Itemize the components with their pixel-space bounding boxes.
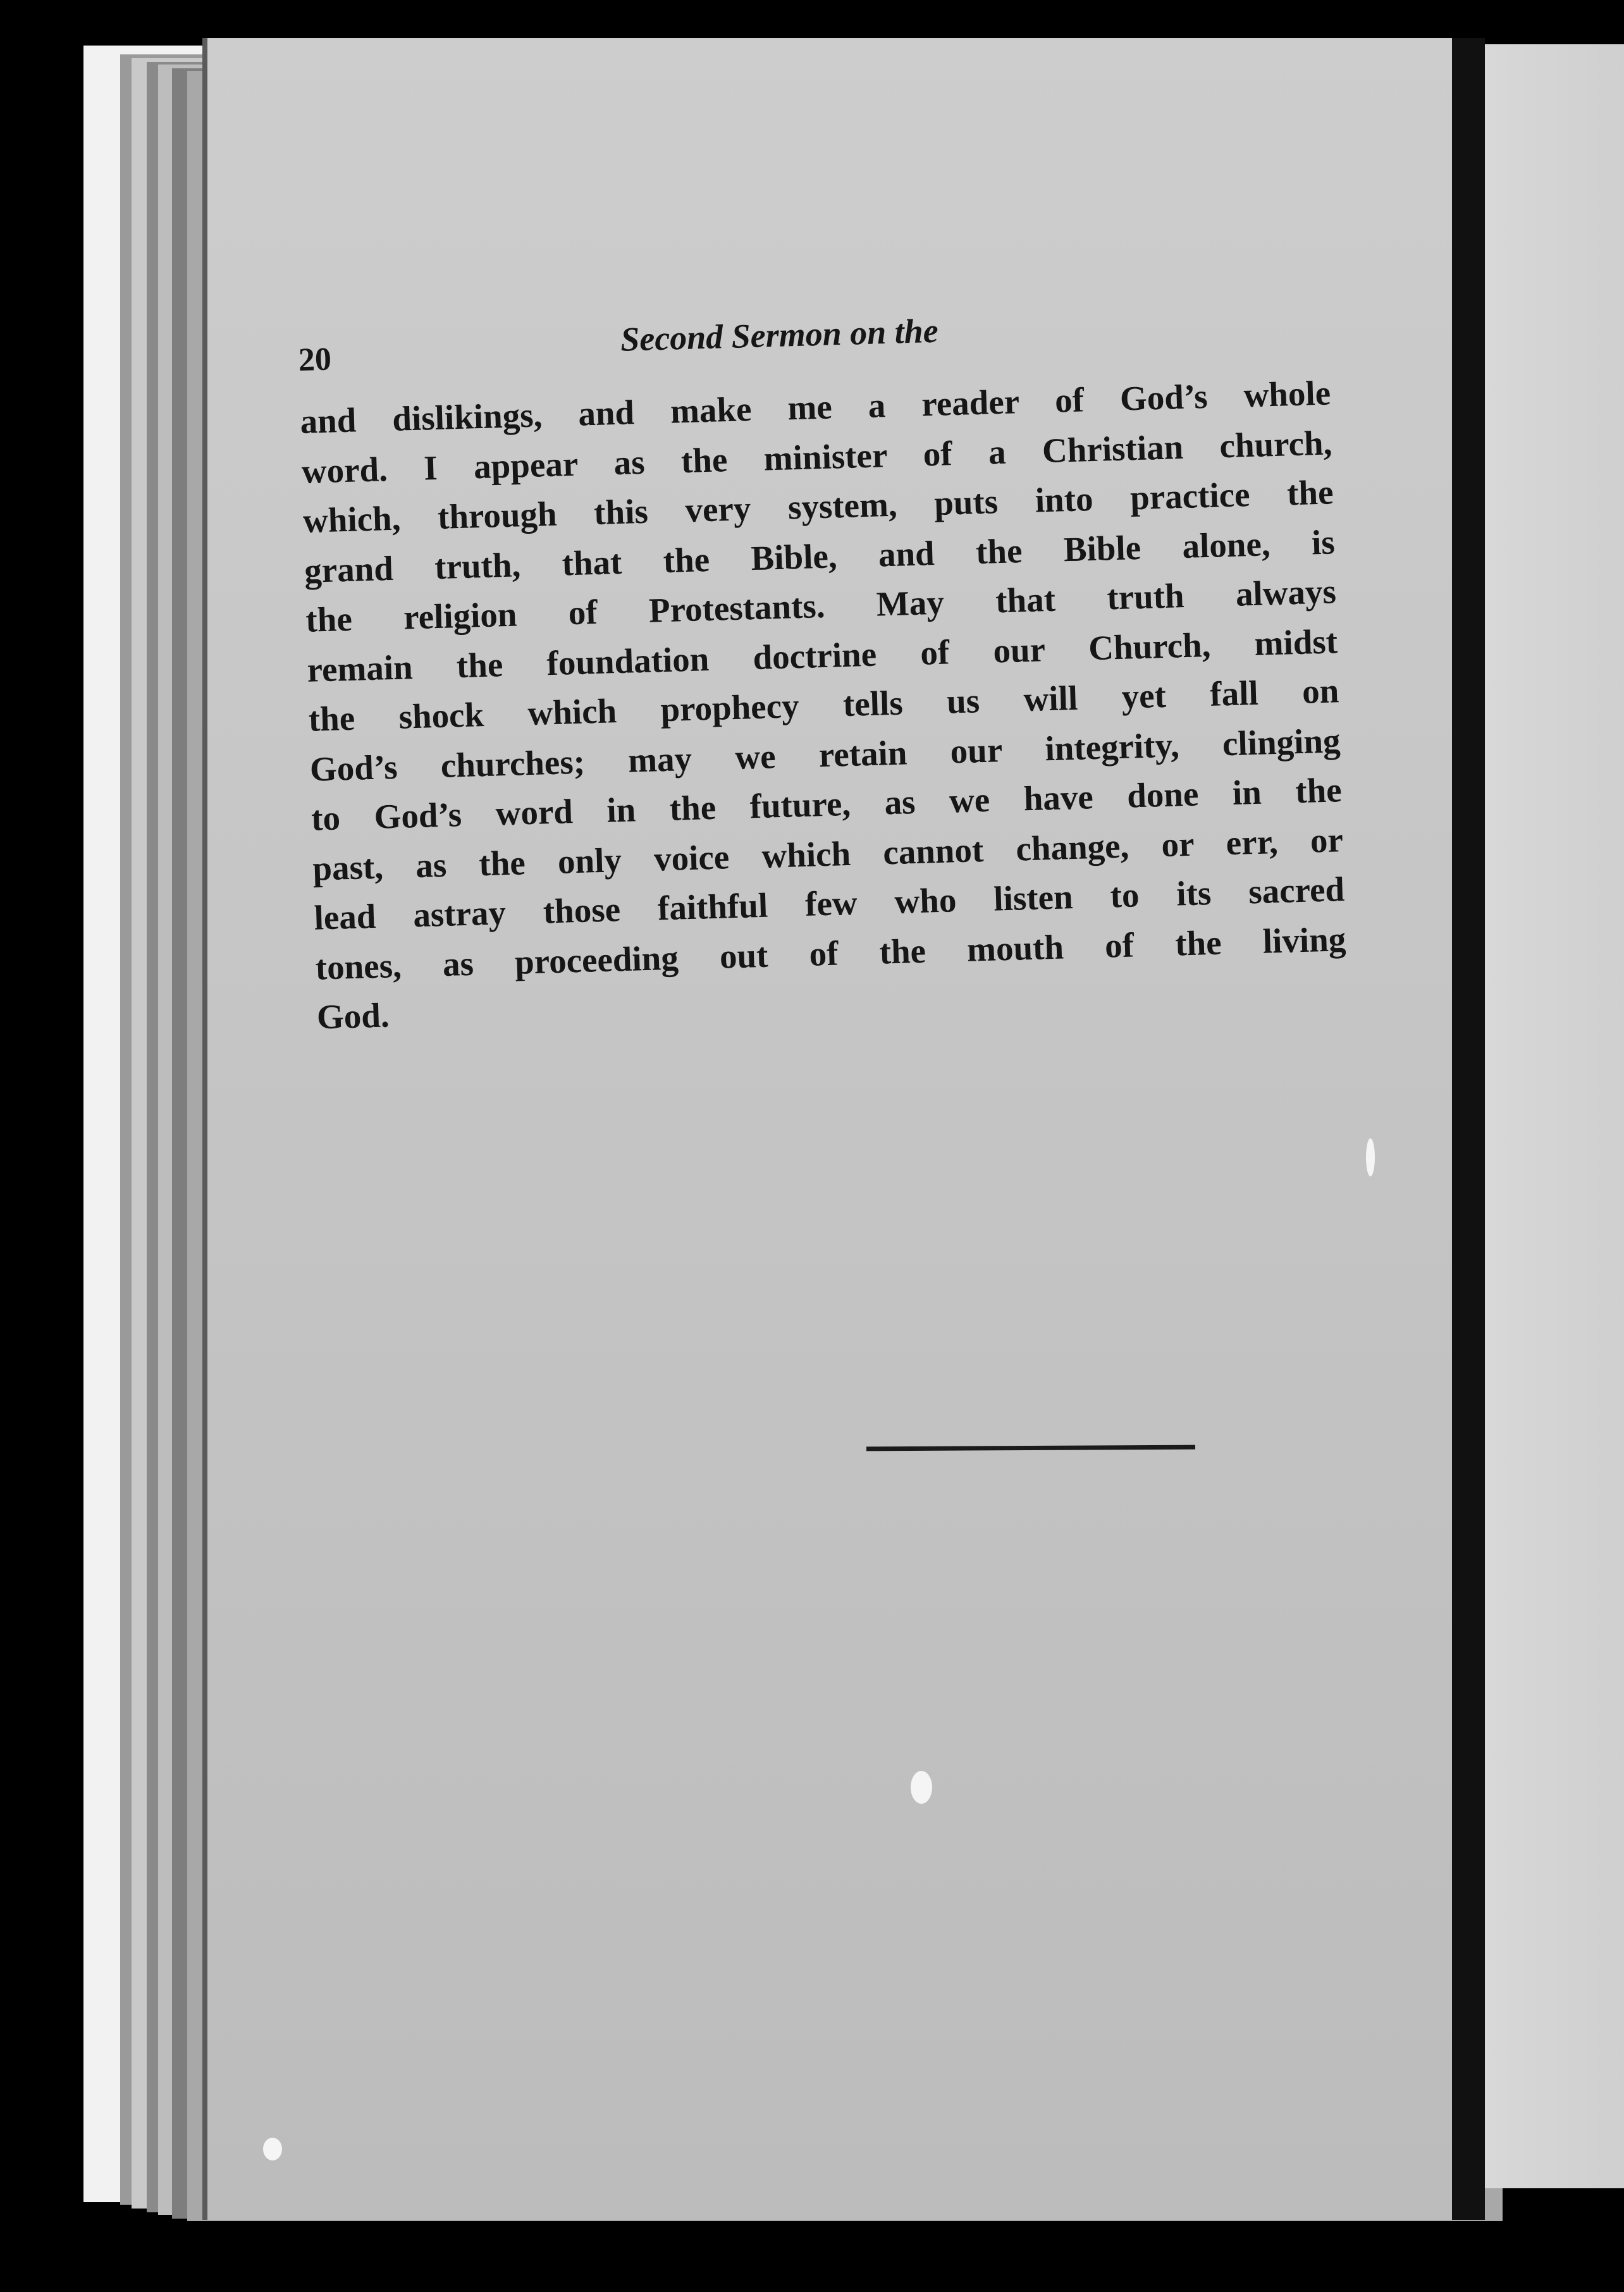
- text-line: which, through this very system, puts into practice the: [302, 472, 1334, 540]
- text-line: grand truth, that the Bible, and the Bible alone, is: [304, 522, 1336, 590]
- speck: [911, 1771, 932, 1804]
- text-line: past, as the only voice which cannot change, or err, or: [312, 820, 1344, 888]
- text-line: God’s churches; may we retain our integrity, clinging: [309, 720, 1341, 789]
- book-page: [202, 38, 1455, 2220]
- page-content: [297, 287, 1348, 1042]
- section-divider-rule: [866, 1445, 1195, 1451]
- text-line: lead astray those faithful few who listen to its sacred: [313, 870, 1345, 937]
- text-line: tones, as proceeding out of the mouth of the living: [314, 919, 1346, 987]
- page-number: 20: [298, 341, 332, 378]
- text-line: to God’s word in the future, as we have done in the: [311, 770, 1343, 838]
- facing-page: [1485, 44, 1624, 2188]
- book-gutter: [1452, 38, 1485, 2220]
- speck: [1366, 1138, 1375, 1176]
- text-line: and dislikings, and make me a reader of God’s whole: [299, 373, 1331, 441]
- text-line: the shock which prophecy tells us will yet fall on: [307, 671, 1340, 739]
- body-text: [300, 368, 1348, 1042]
- speck: [263, 2138, 282, 2160]
- running-head: [297, 287, 1329, 378]
- text-line: word. I appear as the minister of a Christian church,: [300, 422, 1333, 491]
- text-line: God.: [316, 995, 390, 1037]
- text-line: the religion of Protestants. May that truth always: [305, 572, 1337, 639]
- text-line: remain the foundation doctrine of our Church, midst: [306, 621, 1338, 689]
- running-head-title: Second Sermon on the: [620, 311, 939, 359]
